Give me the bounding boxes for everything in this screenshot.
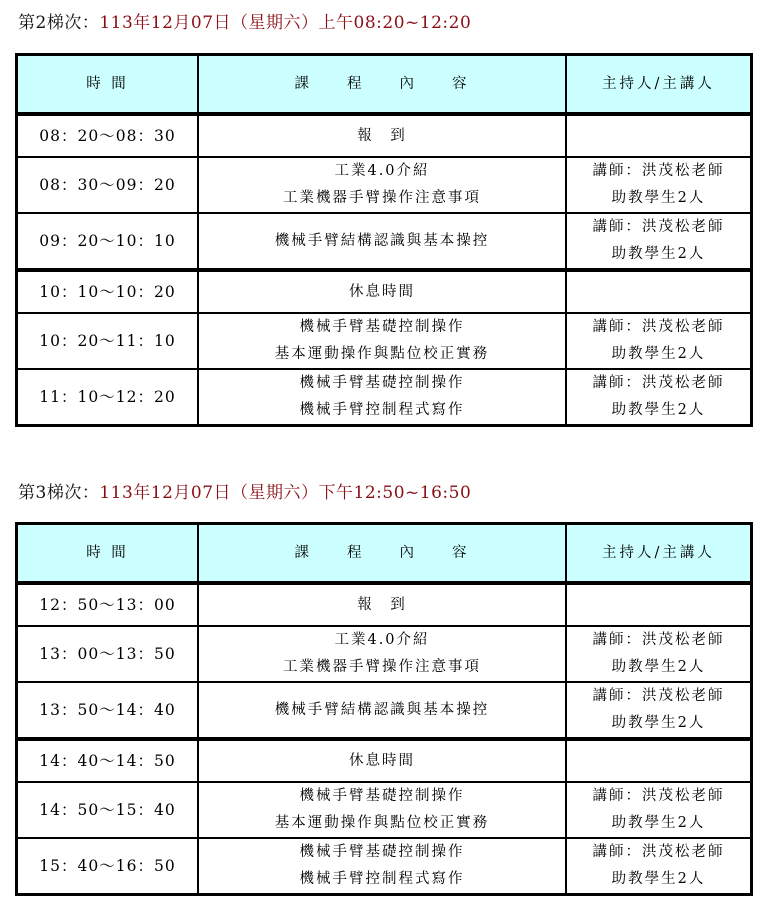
- row-host: [566, 738, 751, 782]
- content-line: 機械手臂結構認識與基本操控: [274, 232, 490, 249]
- host-line: 講師：洪茂松老師: [592, 219, 725, 235]
- content-line: 機械手臂基礎控制操作: [299, 844, 465, 860]
- row-host: [566, 213, 751, 269]
- table-row: [17, 738, 751, 782]
- session-label: 第3梯次：: [18, 483, 100, 503]
- row-host: [566, 626, 751, 682]
- table-row: [17, 113, 751, 157]
- row-time: 11：10～12：20: [17, 369, 198, 425]
- table-row: [17, 626, 751, 682]
- row-content: [198, 369, 566, 425]
- row-host: [566, 313, 751, 369]
- row-time: 13：50～14：40: [17, 682, 198, 738]
- host-line: 講師：洪茂松老師: [592, 375, 725, 391]
- row-host: [566, 157, 751, 213]
- row-time: 14：50～15：40: [17, 782, 198, 838]
- row-host: [566, 369, 751, 425]
- content-line: 機械手臂基礎控制操作: [299, 788, 465, 804]
- row-time: 14：40～14：50: [17, 738, 198, 782]
- header-content: 課 程 內 容: [198, 55, 566, 113]
- host-line: 講師：洪茂松老師: [592, 163, 725, 179]
- row-content: [198, 738, 566, 782]
- row-time: 08：20～08：30: [17, 113, 198, 157]
- host-line: 講師：洪茂松老師: [592, 844, 725, 860]
- host-line: 助教學生2人: [611, 402, 706, 418]
- row-time: 15：40～16：50: [17, 838, 198, 894]
- content-line: 工業機器手臂操作注意事項: [283, 190, 481, 206]
- content-line: 機械手臂控制程式寫作: [299, 402, 465, 418]
- content-line: 工業4.0介紹: [334, 632, 430, 648]
- row-content: [198, 157, 566, 213]
- row-content: [198, 313, 566, 369]
- host-line: 助教學生2人: [611, 871, 706, 887]
- content-line: 工業4.0介紹: [334, 163, 430, 179]
- table-row: [17, 313, 751, 369]
- host-line: 講師：洪茂松老師: [592, 688, 725, 704]
- host-line: 講師：洪茂松老師: [592, 319, 725, 335]
- row-content: [198, 682, 566, 738]
- row-host: [566, 682, 751, 738]
- row-time: 12：50～13：00: [17, 582, 198, 626]
- content-line: 休息時間: [349, 283, 415, 300]
- row-time: 09：20～10：10: [17, 213, 198, 269]
- table-row: [17, 157, 751, 213]
- schedule-table: [15, 522, 753, 896]
- table-row: [17, 682, 751, 738]
- row-host: [566, 838, 751, 894]
- host-line: 助教學生2人: [611, 659, 706, 675]
- table-row: [17, 269, 751, 313]
- schedule-table: [15, 53, 753, 427]
- session-heading: [18, 8, 471, 33]
- row-time: 13：00～13：50: [17, 626, 198, 682]
- header-host: 主持人/主講人: [566, 55, 751, 113]
- row-content: [198, 782, 566, 838]
- content-line: 基本運動操作與點位校正實務: [274, 815, 490, 831]
- session-label: 第2梯次：: [18, 13, 100, 33]
- row-time: 10：20～11：10: [17, 313, 198, 369]
- host-line: 助教學生2人: [611, 246, 706, 262]
- content-line: 機械手臂結構認識與基本操控: [274, 701, 490, 718]
- session-datetime: 113年12月07日（星期六）上午08:20~12:20: [99, 13, 472, 33]
- content-line: 機械手臂基礎控制操作: [299, 319, 465, 335]
- row-host: [566, 582, 751, 626]
- header-host: 主持人/主講人: [566, 524, 751, 582]
- host-line: 助教學生2人: [611, 815, 706, 831]
- header-time: 時 間: [17, 524, 198, 582]
- row-content: [198, 582, 566, 626]
- row-content: [198, 838, 566, 894]
- row-content: [198, 626, 566, 682]
- content-line: 報 到: [357, 127, 407, 144]
- table-row: [17, 582, 751, 626]
- row-content: [198, 269, 566, 313]
- content-line: 機械手臂基礎控制操作: [299, 375, 465, 391]
- content-line: 工業機器手臂操作注意事項: [283, 659, 481, 675]
- host-line: 講師：洪茂松老師: [592, 788, 725, 804]
- content-line: 休息時間: [349, 752, 415, 769]
- table-row: [17, 213, 751, 269]
- header-content: 課 程 內 容: [198, 524, 566, 582]
- table-row: [17, 782, 751, 838]
- table-row: [17, 369, 751, 425]
- content-line: 報 到: [357, 596, 407, 613]
- row-host: [566, 269, 751, 313]
- row-host: [566, 113, 751, 157]
- row-host: [566, 782, 751, 838]
- header-time: 時 間: [17, 55, 198, 113]
- host-line: 助教學生2人: [611, 190, 706, 206]
- session-datetime: 113年12月07日（星期六）下午12:50~16:50: [99, 483, 472, 503]
- row-content: [198, 113, 566, 157]
- host-line: 助教學生2人: [611, 715, 706, 731]
- row-time: 10：10～10：20: [17, 269, 198, 313]
- host-line: 助教學生2人: [611, 346, 706, 362]
- host-line: 講師：洪茂松老師: [592, 632, 725, 648]
- content-line: 基本運動操作與點位校正實務: [274, 346, 490, 362]
- session-heading: [18, 478, 471, 503]
- content-line: 機械手臂控制程式寫作: [299, 871, 465, 887]
- row-time: 08：30～09：20: [17, 157, 198, 213]
- row-content: [198, 213, 566, 269]
- table-row: [17, 838, 751, 894]
